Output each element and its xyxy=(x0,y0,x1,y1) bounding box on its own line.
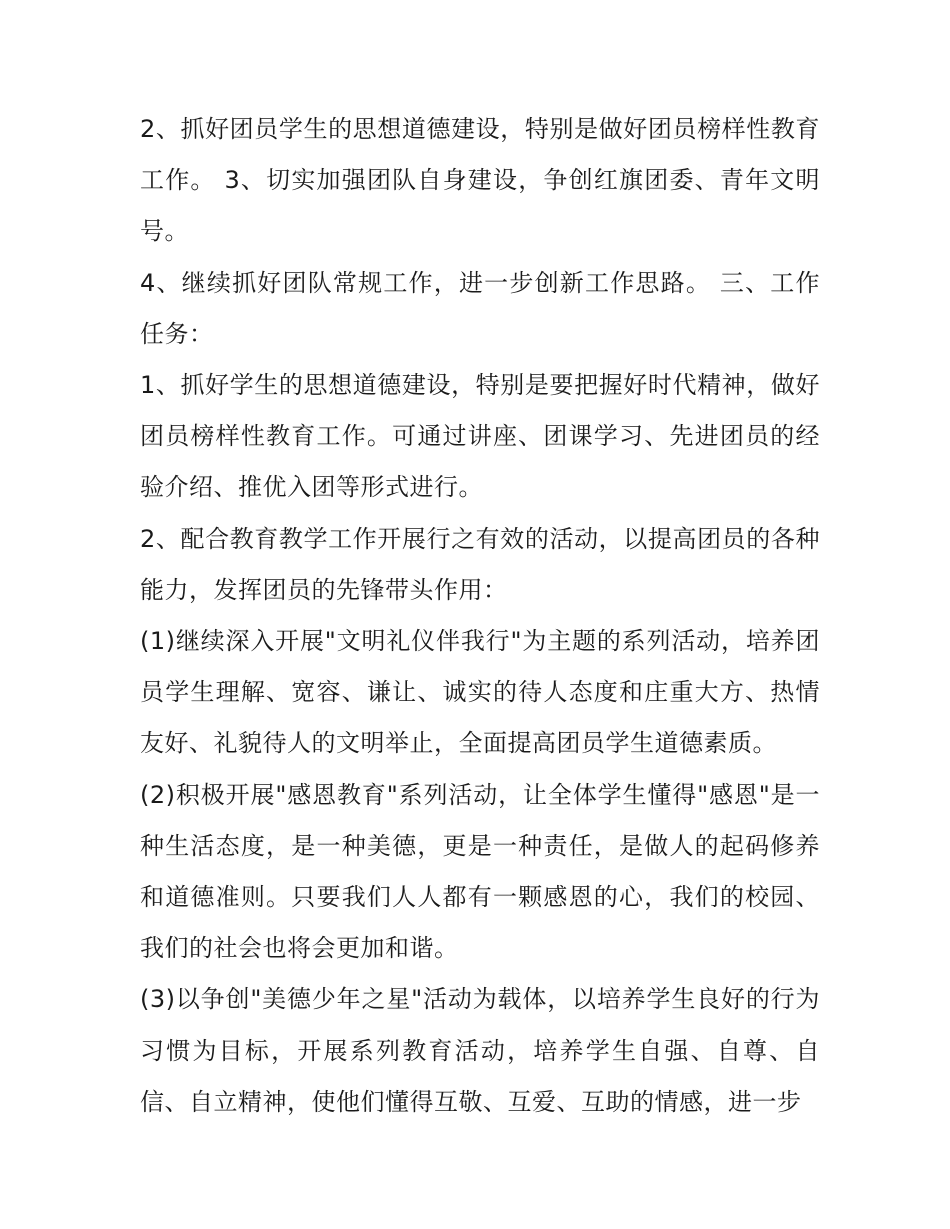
paragraph: 4、继续抓好团队常规工作，进一步创新工作思路。 三、工作任务： xyxy=(140,268,820,348)
paragraph: (1)继续深入开展"文明礼仪伴我行"为主题的系列活动，培养团员学生理解、宽容、谦让、诚实的待人态度和庄重大方、热情友好、礼貌待人的文明举止，全面提高团员学生道德素质。 xyxy=(140,627,820,758)
paragraph: (3)以争创"美德少年之星"活动为载体，以培养学生良好的行为习惯为目标，开展系列教育活动，培养学生自强、自尊、自信、自立精神，使他们懂得互敬、互爱、互助的情感，进一步 xyxy=(140,985,820,1116)
paragraph: 2、抓好团员学生的思想道德建设，特别是做好团员榜样性教育工作。 3、切实加强团队自身建设，争创红旗团委、青年文明号。 xyxy=(140,115,820,246)
paragraph: 2、配合教育教学工作开展行之有效的活动，以提高团员的各种能力，发挥团员的先锋带头作用： xyxy=(140,524,820,604)
paragraph: 1、抓好学生的思想道德建设，特别是要把握好时代精神，做好团员榜样性教育工作。可通过讲座、团课学习、先进团员的经验介绍、推优入团等形式进行。 xyxy=(140,371,820,502)
document-body xyxy=(140,104,820,1128)
paragraph: (2)积极开展"感恩教育"系列活动，让全体学生懂得"感恩"是一种生活态度，是一种美德，更是一种责任，是做人的起码修养和道德准则。只要我们人人都有一颗感恩的心，我们的校园、我们的社会也将会更加和谐。 xyxy=(140,780,820,963)
